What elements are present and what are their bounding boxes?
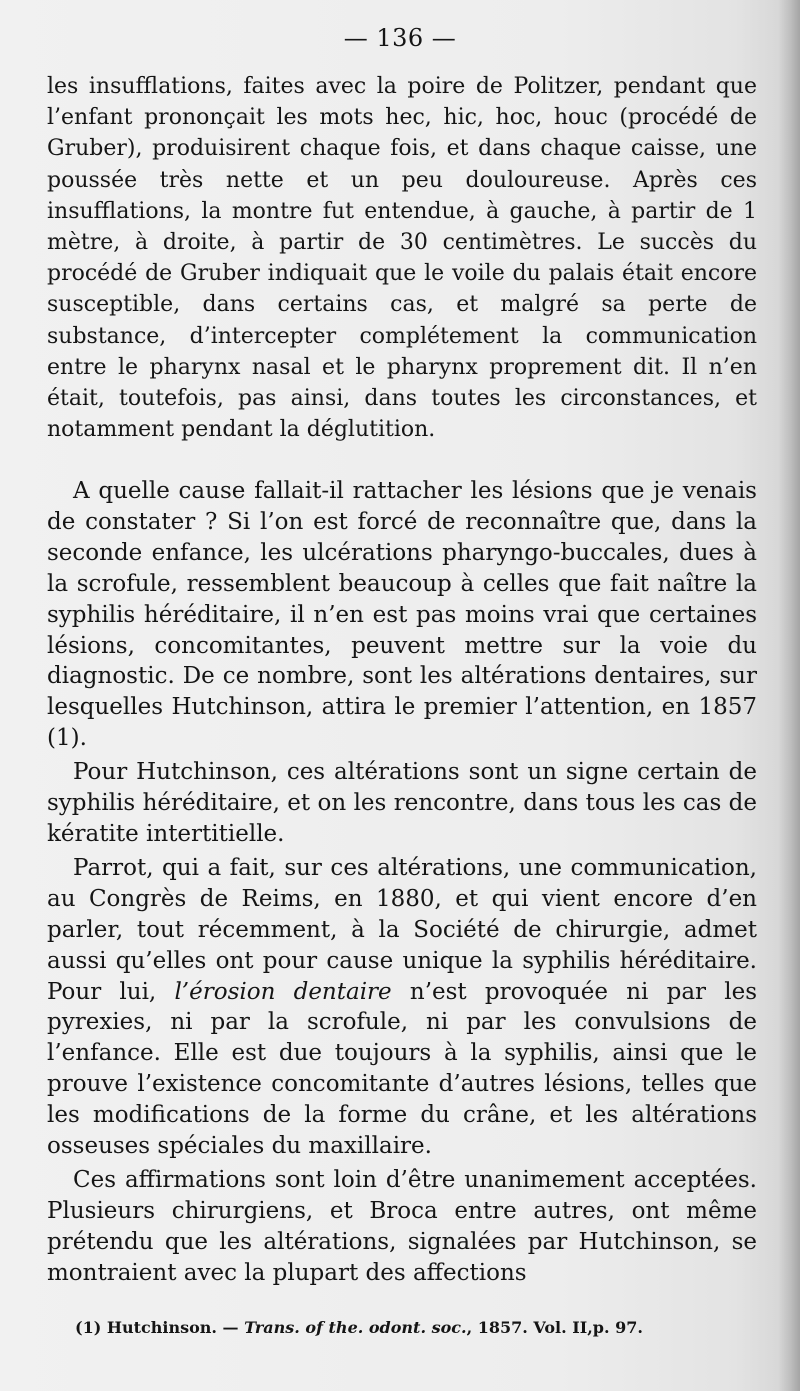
footnote-rest: , 1857. Vol. II,p. 97.	[466, 1318, 643, 1337]
paragraph-4-part-1: Parrot, qui a fait, sur ces altérations, une communication, au Congrès de Reims, en 1880, et qui vient encore d’en parler, tout récemment, à la Société de chirurgie, admet aussi qu’elles ont pour cause unique la syphilis héréditaire. Pour lui,	[47, 854, 757, 1005]
paragraph-1: les insufflations, faites avec la poire de Politzer, pendant que l’enfant prononçait les mots hec, hic, hoc, houc (procédé de Gruber), produisirent chaque fois, et dans chaque caisse, une poussée très nette et un peu douloureuse. Après ces insufflations, la montre fut entendue, à gauche, à partir de 1 mètre, à droite, à partir de 30 centimètres. Le succès du procédé de Gruber indiquait que le voile du palais était encore susceptible, dans certains cas, et malgré sa perte de substance, d’intercepter complétement la communication entre le pharynx nasal et le pharynx proprement dit. Il n’en était, toutefois, pas ainsi, dans toutes les circonstances, et notamment pendant la déglutition.	[47, 74, 757, 443]
paragraph-2: A quelle cause fallait-il rattacher les lésions que je venais de constater ? Si l’on est forcé de reconnaître que, dans la seconde enfance, les ulcérations pharyngo-buccales, dues à la scrofule, ressemblent beaucoup à celles que fait naître la syphilis héréditaire, il n’en est pas moins vrai que certaines lésions, concomitantes, peuvent mettre sur la voie du diagnostic. De ce nombre, sont les altérations dentaires, sur lesquelles Hutchinson, attira le premier l’attention, en 1857 (1).	[47, 478, 757, 752]
paragraph-4	[47, 853, 757, 1162]
paragraph-5: Ces affirmations sont loin d’être unanimement acceptées. Plusieurs chirurgiens, et Broca entre autres, ont même prétendu que les altérations, signalées par Hutchinson, se montraient avec la plupart des affections	[47, 1166, 757, 1286]
paragraph-3: Pour Hutchinson, ces altérations sont un signe certain de syphilis héréditaire, et on les rencontre, dans tous les cas de kératite intertitielle.	[47, 759, 757, 847]
footnote-title: Trans. of the. odont. soc.	[244, 1318, 467, 1337]
footnote-marker: (1) Hutchinson. —	[75, 1318, 245, 1337]
page-edge-shadow	[778, 0, 800, 1391]
page-number: — 136 —	[343, 24, 457, 52]
paragraph-4-italic: l’érosion dentaire	[174, 978, 392, 1005]
text-block-top	[47, 71, 757, 445]
text-block-main	[47, 476, 757, 1289]
paragraph-4-part-2: n’est provoquée ni par les pyrexies, ni par la scrofule, ni par les convulsions de l’enfance. Elle est due toujours à la syphilis, ainsi que le prouve l’existence concomitante d’autres lésions, telles que les modifications de la forme du crâne, et les altérations osseuses spéciales du maxillaire.	[47, 978, 758, 1160]
footnote	[75, 1318, 765, 1337]
